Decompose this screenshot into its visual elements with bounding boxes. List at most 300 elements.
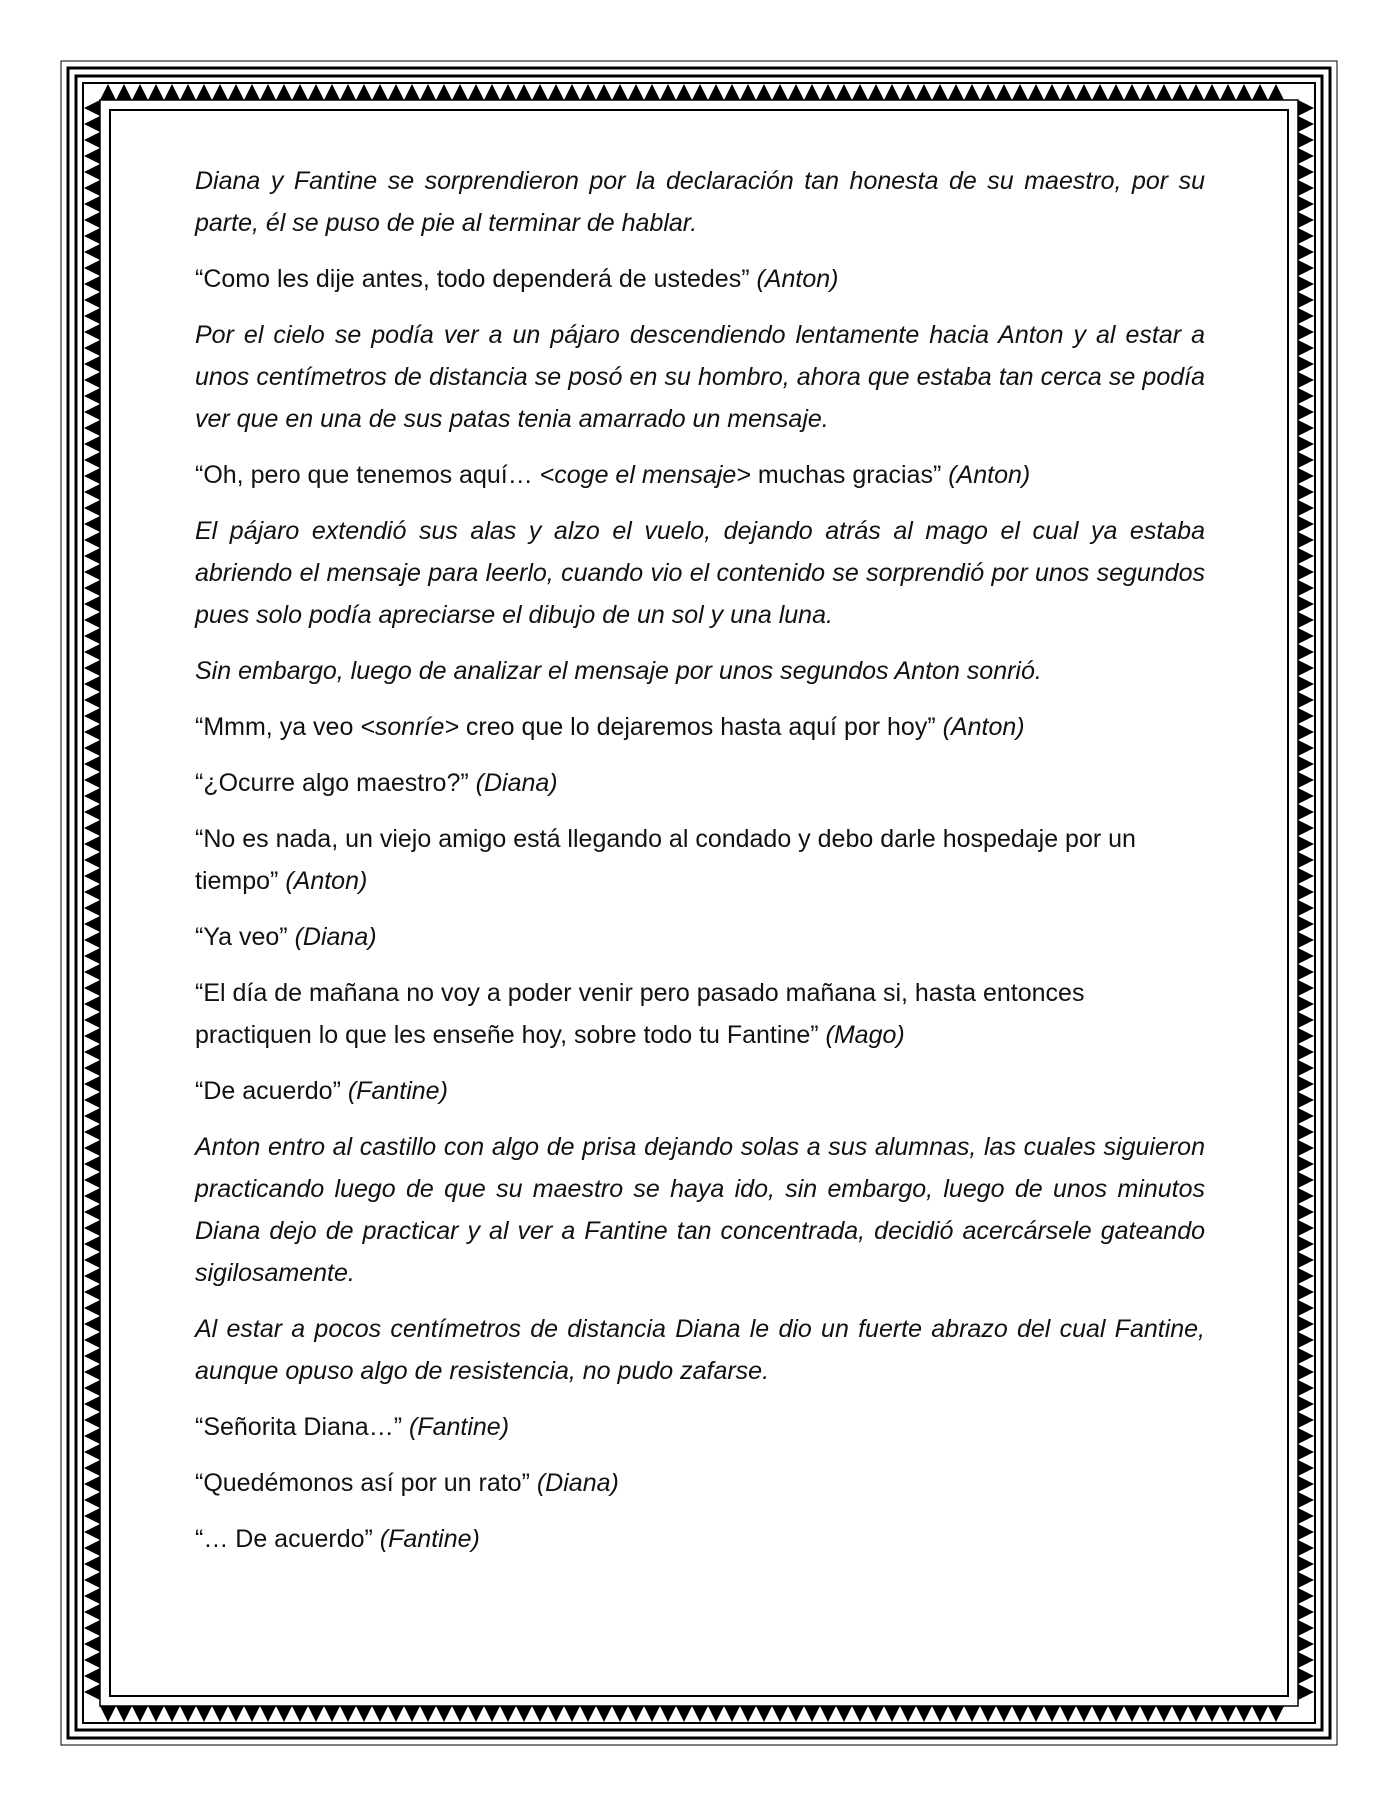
border-triangle <box>84 772 100 788</box>
border-triangle <box>900 84 916 100</box>
border-triangle <box>1298 1300 1314 1316</box>
border-triangle <box>1298 1668 1314 1684</box>
border-triangle <box>1298 260 1314 276</box>
border-triangle <box>100 84 116 100</box>
border-triangle <box>1298 484 1314 500</box>
border-triangle <box>84 980 100 996</box>
border-triangle <box>388 84 404 100</box>
italic-text: Sin embargo, luego de analizar el mensaje por unos segundos Anton sonrió. <box>195 657 1042 685</box>
border-triangle <box>932 84 948 100</box>
dialogue-paragraph <box>195 1462 1205 1504</box>
border-triangle <box>1298 1364 1314 1380</box>
border-triangle <box>100 1706 116 1722</box>
document-body <box>195 160 1205 1574</box>
border-triangle <box>1298 180 1314 196</box>
border-triangle <box>84 324 100 340</box>
border-triangle <box>1044 84 1060 100</box>
border-triangle <box>660 84 676 100</box>
border-triangle <box>84 916 100 932</box>
border-triangle <box>772 1706 788 1722</box>
border-triangle <box>1156 1706 1172 1722</box>
border-triangle <box>84 1652 100 1668</box>
border-triangle <box>580 1706 596 1722</box>
border-triangle <box>612 84 628 100</box>
border-triangle <box>1298 644 1314 660</box>
border-triangle <box>836 1706 852 1722</box>
border-triangle <box>1076 1706 1092 1722</box>
dialogue-paragraph <box>195 706 1205 748</box>
border-triangle <box>1298 756 1314 772</box>
border-triangle <box>84 1060 100 1076</box>
border-triangle <box>948 84 964 100</box>
border-triangle <box>1298 276 1314 292</box>
border-triangle <box>1298 292 1314 308</box>
border-triangle <box>84 308 100 324</box>
border-triangle <box>420 1706 436 1722</box>
italic-text: Al estar a pocos centímetros de distancia Diana le dio un fuerte abrazo del cual Fantine, aunque opuso algo de resistencia, no pudo zafarse. <box>195 1315 1205 1385</box>
border-triangle <box>1252 1706 1268 1722</box>
border-triangle <box>84 724 100 740</box>
border-triangle <box>84 292 100 308</box>
border-triangle <box>452 1706 468 1722</box>
border-triangle <box>740 84 756 100</box>
border-triangle <box>1204 84 1220 100</box>
border-triangle <box>84 708 100 724</box>
border-triangle <box>516 1706 532 1722</box>
border-triangle <box>84 1396 100 1412</box>
border-triangle <box>1298 420 1314 436</box>
border-triangle <box>724 1706 740 1722</box>
border-triangle <box>532 1706 548 1722</box>
border-triangle <box>84 468 100 484</box>
border-triangle <box>468 1706 484 1722</box>
border-triangle <box>84 676 100 692</box>
border-triangle <box>1298 532 1314 548</box>
border-triangle <box>84 628 100 644</box>
border-triangle <box>884 84 900 100</box>
border-triangle <box>500 84 516 100</box>
border-triangle <box>1298 1620 1314 1636</box>
border-triangle <box>1298 372 1314 388</box>
border-triangle <box>132 84 148 100</box>
border-triangle <box>116 84 132 100</box>
border-triangle <box>228 84 244 100</box>
narration-paragraph <box>195 650 1205 692</box>
border-triangle <box>1298 1188 1314 1204</box>
border-triangle <box>84 1428 100 1444</box>
italic-text: (Fantine) <box>379 1525 480 1553</box>
border-triangle <box>84 644 100 660</box>
border-triangle <box>1028 1706 1044 1722</box>
border-triangle <box>1298 836 1314 852</box>
border-triangle <box>84 788 100 804</box>
border-triangle <box>84 692 100 708</box>
border-triangle <box>84 868 100 884</box>
border-triangle <box>356 84 372 100</box>
border-triangle <box>148 84 164 100</box>
border-triangle <box>1298 884 1314 900</box>
border-triangle <box>84 948 100 964</box>
border-triangle <box>964 1706 980 1722</box>
border-triangle <box>228 1706 244 1722</box>
border-triangle <box>84 228 100 244</box>
border-triangle <box>484 1706 500 1722</box>
border-triangle <box>84 148 100 164</box>
border-triangle <box>1298 1140 1314 1156</box>
dialogue-text: “Oh, pero que tenemos aquí… <box>195 461 540 489</box>
border-triangle <box>84 1156 100 1172</box>
border-triangle <box>868 1706 884 1722</box>
border-triangle <box>84 836 100 852</box>
dialogue-text: “No es nada, un viejo amigo está llegando al condado y debo darle hospedaje por un tiempo” <box>195 825 1136 895</box>
border-triangle <box>132 1706 148 1722</box>
border-triangle <box>84 1604 100 1620</box>
border-triangle <box>356 1706 372 1722</box>
border-triangle <box>1298 1012 1314 1028</box>
border-triangle <box>148 1706 164 1722</box>
border-triangle <box>1298 996 1314 1012</box>
border-triangle <box>1298 164 1314 180</box>
border-triangle <box>1012 1706 1028 1722</box>
border-triangle <box>84 436 100 452</box>
italic-text: Anton entro al castillo con algo de prisa dejando solas a sus alumnas, las cuales siguieron practicando luego de que su maestro se haya ido, sin embargo, luego de unos minutos Diana dejo de practicar y al ver a Fantine tan concentrada, decidió acercársele gateando sigilosamente. <box>195 1133 1205 1287</box>
border-triangle <box>180 1706 196 1722</box>
border-triangle <box>452 84 468 100</box>
border-triangle <box>1298 100 1314 116</box>
border-triangle <box>628 84 644 100</box>
border-triangle <box>84 1076 100 1092</box>
italic-text: (Mago) <box>825 1021 905 1049</box>
dialogue-paragraph <box>195 1070 1205 1112</box>
border-triangle <box>84 580 100 596</box>
border-triangle <box>292 84 308 100</box>
border-triangle <box>276 1706 292 1722</box>
border-triangle <box>84 996 100 1012</box>
border-triangle <box>1236 84 1252 100</box>
italic-text: <coge el mensaje> <box>539 461 751 489</box>
border-triangle <box>1298 212 1314 228</box>
border-triangle <box>1298 1604 1314 1620</box>
border-triangle <box>820 1706 836 1722</box>
border-triangle <box>1298 1396 1314 1412</box>
border-triangle <box>276 84 292 100</box>
border-triangle <box>84 452 100 468</box>
border-triangle <box>1298 820 1314 836</box>
dialogue-text: “¿Ocurre algo maestro?” <box>195 769 476 797</box>
border-triangle <box>84 1028 100 1044</box>
border-triangle <box>1124 1706 1140 1722</box>
border-triangle <box>1298 1252 1314 1268</box>
border-triangle <box>1236 1706 1252 1722</box>
border-triangle <box>564 84 580 100</box>
border-triangle <box>436 84 452 100</box>
border-triangle <box>372 1706 388 1722</box>
border-triangle <box>468 84 484 100</box>
border-triangle <box>84 820 100 836</box>
border-triangle <box>724 84 740 100</box>
border-triangle <box>484 84 500 100</box>
border-triangle <box>84 500 100 516</box>
border-triangle <box>84 1620 100 1636</box>
dialogue-paragraph <box>195 258 1205 300</box>
border-triangle <box>1298 388 1314 404</box>
narration-paragraph <box>195 1126 1205 1294</box>
border-triangle <box>1188 1706 1204 1722</box>
border-triangle <box>1188 84 1204 100</box>
italic-text: (Diana) <box>475 769 558 797</box>
border-triangle <box>980 84 996 100</box>
border-triangle <box>1172 1706 1188 1722</box>
border-triangle <box>84 1364 100 1380</box>
border-triangle <box>804 84 820 100</box>
border-triangle <box>84 1124 100 1140</box>
border-triangle <box>84 132 100 148</box>
border-triangle <box>644 84 660 100</box>
border-triangle <box>308 1706 324 1722</box>
border-triangle <box>292 1706 308 1722</box>
border-triangle <box>1298 1156 1314 1172</box>
border-triangle <box>1076 84 1092 100</box>
border-triangle <box>644 1706 660 1722</box>
border-triangle <box>84 1636 100 1652</box>
dialogue-text: “Mmm, ya veo <box>195 713 361 741</box>
border-triangle <box>84 1572 100 1588</box>
border-triangle <box>932 1706 948 1722</box>
border-triangle <box>84 1220 100 1236</box>
border-triangle <box>84 1188 100 1204</box>
border-triangle <box>1220 1706 1236 1722</box>
border-triangle <box>84 116 100 132</box>
border-triangle <box>836 84 852 100</box>
italic-text: El pájaro extendió sus alas y alzo el vuelo, dejando atrás al mago el cual ya estaba abriendo el mensaje para leerlo, cuando vio el contenido se sorprendió por unos segundos pues solo podía apreciarse el dibujo de un sol y una luna. <box>195 517 1205 629</box>
border-triangle <box>84 1380 100 1396</box>
border-triangle <box>1298 468 1314 484</box>
border-triangle <box>196 1706 212 1722</box>
italic-text: (Fantine) <box>408 1413 510 1441</box>
dialogue-text: “Como les dije antes, todo dependerá de ustedes” <box>195 265 757 293</box>
border-triangle <box>1298 500 1314 516</box>
border-triangle <box>1298 1428 1314 1444</box>
border-triangle <box>84 660 100 676</box>
border-triangle <box>84 1236 100 1252</box>
border-triangle <box>660 1706 676 1722</box>
border-triangle <box>84 340 100 356</box>
border-triangle <box>1298 1172 1314 1188</box>
border-triangle <box>516 84 532 100</box>
border-triangle <box>84 1412 100 1428</box>
border-triangle <box>788 84 804 100</box>
border-triangle <box>564 1706 580 1722</box>
border-triangle <box>1298 692 1314 708</box>
italic-text: (Anton) <box>285 867 368 895</box>
border-triangle <box>404 84 420 100</box>
border-triangle <box>84 276 100 292</box>
border-triangle <box>84 260 100 276</box>
border-triangle <box>1298 1332 1314 1348</box>
dialogue-text: “Señorita Diana…” <box>195 1413 409 1441</box>
border-triangle <box>84 612 100 628</box>
border-triangle <box>1298 1684 1314 1700</box>
border-triangle <box>1298 564 1314 580</box>
border-triangle <box>1298 612 1314 628</box>
border-triangle <box>1252 84 1268 100</box>
border-triangle <box>548 1706 564 1722</box>
border-triangle <box>1268 84 1284 100</box>
border-triangle <box>1298 724 1314 740</box>
border-triangle <box>1298 1044 1314 1060</box>
border-triangle <box>164 84 180 100</box>
border-triangle <box>692 84 708 100</box>
dialogue-paragraph <box>195 1406 1205 1448</box>
dialogue-paragraph <box>195 818 1205 902</box>
border-triangle <box>1012 84 1028 100</box>
border-triangle <box>84 1684 100 1700</box>
border-triangle <box>1298 452 1314 468</box>
border-triangle <box>884 1706 900 1722</box>
border-triangle <box>1298 772 1314 788</box>
border-triangle <box>84 900 100 916</box>
border-triangle <box>84 1108 100 1124</box>
border-triangle <box>788 1706 804 1722</box>
border-triangle <box>708 1706 724 1722</box>
border-triangle <box>260 1706 276 1722</box>
border-triangle <box>1298 324 1314 340</box>
border-triangle <box>548 84 564 100</box>
border-triangle <box>340 1706 356 1722</box>
border-triangle <box>84 1444 100 1460</box>
border-triangle <box>1298 132 1314 148</box>
border-triangle <box>436 1706 452 1722</box>
dialogue-paragraph <box>195 972 1205 1056</box>
border-triangle <box>84 1524 100 1540</box>
border-triangle <box>1298 308 1314 324</box>
border-triangle <box>676 84 692 100</box>
border-triangle <box>84 484 100 500</box>
border-triangle <box>1060 1706 1076 1722</box>
border-triangle <box>1298 1092 1314 1108</box>
border-triangle <box>964 84 980 100</box>
border-triangle <box>852 1706 868 1722</box>
border-triangle <box>84 1316 100 1332</box>
border-triangle <box>980 1706 996 1722</box>
border-triangle <box>244 84 260 100</box>
dialogue-paragraph <box>195 1518 1205 1560</box>
border-triangle <box>1220 84 1236 100</box>
border-triangle <box>1298 868 1314 884</box>
dialogue-text: “Quedémonos así por un rato” <box>195 1469 537 1497</box>
border-triangle <box>84 1284 100 1300</box>
border-triangle <box>1298 1124 1314 1140</box>
border-triangle <box>84 180 100 196</box>
border-triangle <box>1298 1348 1314 1364</box>
border-triangle <box>1298 356 1314 372</box>
narration-paragraph <box>195 314 1205 440</box>
italic-text: (Anton) <box>756 265 839 293</box>
border-triangle <box>244 1706 260 1722</box>
border-triangle <box>1298 596 1314 612</box>
border-triangle <box>308 84 324 100</box>
border-triangle <box>692 1706 708 1722</box>
border-triangle <box>1298 1076 1314 1092</box>
border-triangle <box>84 596 100 612</box>
border-triangle <box>84 1012 100 1028</box>
border-triangle <box>820 84 836 100</box>
dialogue-paragraph <box>195 762 1205 804</box>
border-triangle <box>1092 1706 1108 1722</box>
border-triangle <box>84 1268 100 1284</box>
border-triangle <box>84 372 100 388</box>
border-triangle <box>84 1044 100 1060</box>
border-triangle <box>804 1706 820 1722</box>
border-triangle <box>180 84 196 100</box>
border-triangle <box>756 84 772 100</box>
italic-text: Diana y Fantine se sorprendieron por la declaración tan honesta de su maestro, por su parte, él se puso de pie al terminar de hablar. <box>195 167 1205 237</box>
border-triangle <box>1140 1706 1156 1722</box>
border-triangle <box>852 84 868 100</box>
border-triangle <box>84 1460 100 1476</box>
border-triangle <box>84 1204 100 1220</box>
border-triangle <box>1298 1636 1314 1652</box>
border-triangle <box>84 244 100 260</box>
border-triangle <box>1298 1268 1314 1284</box>
border-triangle <box>1298 1316 1314 1332</box>
border-triangle <box>84 196 100 212</box>
border-triangle <box>596 1706 612 1722</box>
border-triangle <box>996 84 1012 100</box>
border-triangle <box>1298 148 1314 164</box>
border-triangle <box>500 1706 516 1722</box>
border-triangle <box>1298 676 1314 692</box>
border-triangle <box>1044 1706 1060 1722</box>
border-triangle <box>1060 84 1076 100</box>
dialogue-paragraph <box>195 916 1205 958</box>
border-triangle <box>84 564 100 580</box>
italic-text: Por el cielo se podía ver a un pájaro descendiendo lentamente hacia Anton y al estar a unos centímetros de distancia se posó en su hombro, ahora que estaba tan cerca se podía ver que en una de sus patas tenia amarrado un mensaje. <box>195 321 1205 433</box>
border-triangle <box>84 852 100 868</box>
border-triangle <box>84 1140 100 1156</box>
border-triangle <box>1156 84 1172 100</box>
border-triangle <box>1204 1706 1220 1722</box>
border-triangle <box>1298 964 1314 980</box>
italic-text: (Anton) <box>942 713 1025 741</box>
border-triangle <box>116 1706 132 1722</box>
border-triangle <box>84 1540 100 1556</box>
border-triangle <box>1172 84 1188 100</box>
border-triangle <box>1298 1220 1314 1236</box>
border-triangle <box>84 1332 100 1348</box>
border-triangle <box>1298 1572 1314 1588</box>
border-triangle <box>1298 900 1314 916</box>
border-triangle <box>372 84 388 100</box>
border-triangle <box>1298 1476 1314 1492</box>
border-triangle <box>84 1476 100 1492</box>
border-triangle <box>84 404 100 420</box>
dialogue-text: creo que lo dejaremos hasta aquí por hoy” <box>458 713 943 741</box>
border-triangle <box>1298 740 1314 756</box>
border-triangle <box>1028 84 1044 100</box>
border-triangle <box>84 1508 100 1524</box>
border-triangle <box>1298 244 1314 260</box>
italic-text: (Fantine) <box>347 1077 448 1105</box>
border-triangle <box>84 1668 100 1684</box>
border-triangle <box>84 100 100 116</box>
border-triangle <box>84 1172 100 1188</box>
border-triangle <box>84 356 100 372</box>
dialogue-text: “El día de mañana no voy a poder venir pero pasado mañana si, hasta entonces practiquen lo que les enseñe hoy, sobre todo tu Fantine” <box>195 979 1085 1049</box>
italic-text: (Diana) <box>294 923 377 951</box>
border-triangle <box>916 84 932 100</box>
border-triangle <box>324 84 340 100</box>
